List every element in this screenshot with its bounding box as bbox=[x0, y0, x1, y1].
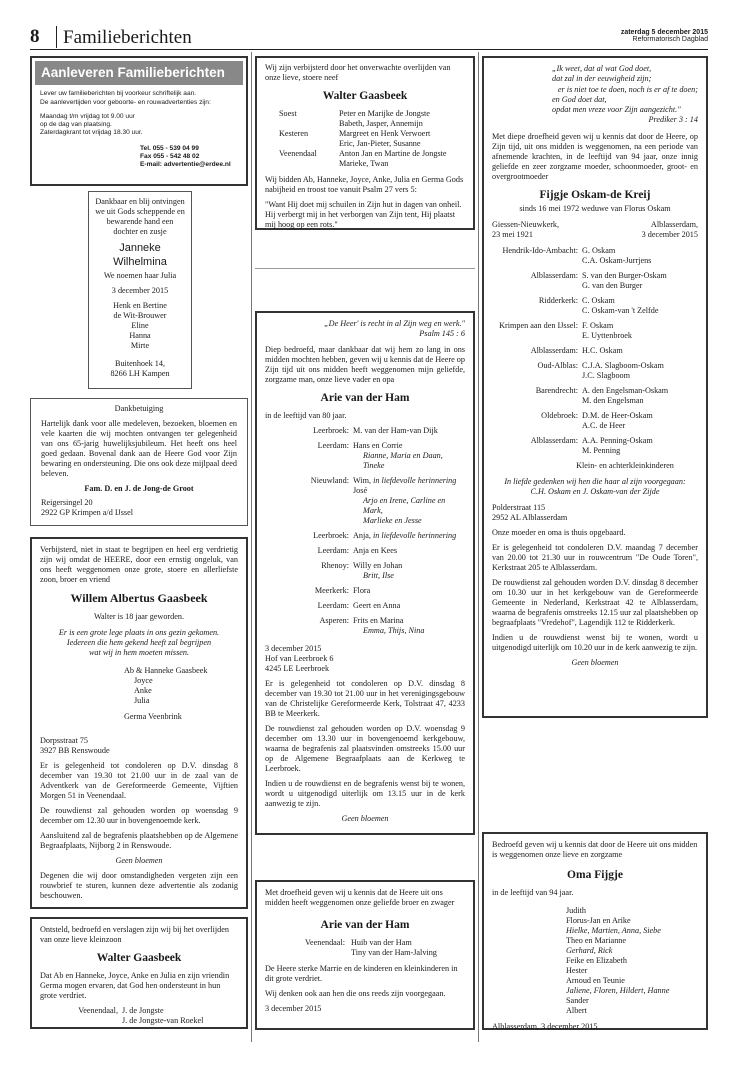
willem-quote: Er is een grote lege plaats in ons gezin gekomen. Iedereen die hem gekend heeft zal begrijpen wat wij in hem moeten missen. bbox=[58, 627, 220, 657]
arie1-service: De rouwdienst zal gehouden worden op D.V. woensdag 9 december om 13.30 uur in bovengenoemd kerkgebouw, waarna de begrafenis zal plaatsvinden omstreeks 15.00 uur op de Algemene Begraafplaats aan de Kerkweg te Leerbroek. bbox=[265, 724, 465, 774]
arie1-quote-ref: Psalm 145 : 6 bbox=[419, 329, 465, 338]
aanleveren-line: Lever uw familieberichten bij voorkeur schriftelijk aan. bbox=[40, 90, 197, 98]
fijgje-condolences: Er is gelegenheid tot condoleren D.V. maandag 7 december van 20.00 tot 21.30 uur in rouwcentrum "De Oude Toren", Kerkstraat 205 te Alblasserdam. bbox=[492, 542, 698, 572]
oma-name: Oma Fijgje bbox=[567, 869, 623, 881]
fijgje-flowers: Geen bloemen bbox=[571, 657, 619, 667]
aanleveren-line: De aanlevertijden voor geboorte- en rouwadvertenties zijn: bbox=[40, 98, 211, 106]
dank-address: Reigersingel 20 2922 GP Krimpen a/d IJssel bbox=[41, 498, 134, 517]
willem-condolences: Er is gelegenheid tot condoleren op D.V. dinsdag 8 december van 19.30 tot 21.00 uur in de zaal van de Adventkerk van de Gereformeerde Gemeente, Vijftien Morgen 51 in Veenendaal. bbox=[40, 760, 238, 800]
birth-address: Buitenhoek 14, 8266 LH Kampen bbox=[110, 358, 170, 378]
walter1-text: Wij bidden Ab, Hanneke, Joyce, Anke, Julia en Germa Gods nabijheid en troost toe vanuit Psalm 27 vers 5: bbox=[265, 175, 464, 195]
aanleveren-tel: Tel. 055 - 539 04 99 bbox=[140, 144, 199, 152]
walter1-verse: "Want Hij doet mij schuilen in Zijn hut in dagen van onheil. Hij verbergt mij in het verborgen van Zijn tent, Hij plaatst mij hoog op een rots." bbox=[265, 200, 462, 230]
oma-intro: Bedroefd geven wij u kennis dat door de Heere uit ons midden is weggenomen onze lieve en zorgzame bbox=[492, 840, 698, 859]
willem-age: Walter is 18 jaar geworden. bbox=[93, 611, 185, 621]
arie1-invite: Indien u de rouwdienst en de begrafenis wenst bij te wonen, wordt u uitgenodigd uiterlijk om 13.15 uur in de kerk aanwezig te zijn. bbox=[265, 779, 465, 809]
dank-text: Hartelijk dank voor alle medeleven, bezoeken, bloemen en vele kaarten die wij mochten ontvangen ter gelegenheid van ons 65-jarig huwelijksjubileum. Het heeft ons heel goed gedaan. Bovenal dank aan de Heere God voor Zijn bewaring en ondersteuning. Die ons ook deze mijlpaal deed beleven. bbox=[41, 419, 237, 478]
willem-address: Dorpsstraat 75 3927 BB Renswoude bbox=[40, 735, 110, 755]
fijgje-viewing: Onze moeder en oma is thuis opgebaard. bbox=[492, 527, 626, 537]
divider-line bbox=[255, 268, 475, 269]
header-date-block bbox=[621, 29, 708, 43]
dank-signature: Fam. D. en J. de Jong-de Groot bbox=[84, 484, 194, 493]
arie1-intro: Diep bedroefd, maar dankbaar dat wij hem zo lang in ons midden mochten hebben, geven wij u kennis dat de Heere op Zijn tijd uit ons midden heeft weggenomen mijn geliefde, zorgzame man, onze lieve vader en opa bbox=[265, 345, 465, 384]
arie-sibling-obituary bbox=[255, 880, 475, 1030]
birth-family: Henk en Bertine de Wit-Brouwer Eline Hanna Mirte bbox=[113, 300, 167, 350]
header-rule bbox=[30, 49, 708, 50]
arie1-quote: „De Heer' is recht in al Zijn weg en werk." bbox=[324, 319, 465, 328]
fijgje-dates: Giessen-Nieuwkerk, 23 mei 1921 Alblasserdam, 3 december 2015 bbox=[492, 219, 698, 239]
page-number: 8 bbox=[30, 26, 40, 47]
header-separator bbox=[56, 26, 57, 48]
willem-intro: Verbijsterd, niet in staat te begrijpen en heel erg verdrietig zijn wij omdat de HEERE, door een ernstig ongeluk, van ons heeft weggenomen onze grote, stoere en allerliefste zoon, broer en vriend bbox=[40, 545, 238, 584]
fijgje-since: sinds 16 mei 1972 weduwe van Florus Oskam bbox=[519, 203, 671, 213]
arie1-address: 3 december 2015 Hof van Leerbroek 6 4245 LE Leerbroek bbox=[265, 644, 334, 674]
willem-obituary bbox=[30, 537, 248, 909]
arie-family-obituary bbox=[255, 311, 475, 835]
arie2-date: 3 december 2015 bbox=[265, 1004, 322, 1014]
header-paper: Reformatorisch Dagblad bbox=[632, 36, 708, 43]
arie1-condolences: Er is gelegenheid tot condoleren op D.V. dinsdag 8 december van 19.30 tot 21.00 uur in het verenigingsgebouw van de Christelijke Gereformeerde Kerk, Tolstraat 47, 4233 BB te Meerkerk. bbox=[265, 679, 465, 719]
aanleveren-box bbox=[30, 56, 248, 186]
dankbetuiging bbox=[30, 398, 248, 526]
arie1-age: in de leeftijd van 80 jaar. bbox=[265, 411, 347, 421]
walter1-intro: Wij zijn verbijsterd door het onverwachte overlijden van onze lieve, stoere neef bbox=[265, 63, 451, 82]
walter1-family: Soest Peter en Marijke de Jongste Babeth, Jasper, Annemijn Kesteren Margreet en Henk Verwoert Eric, Jan-Pieter, Susanne Veenendaal Anton Jan en Martine de Jongste Marieke, Twan bbox=[279, 109, 447, 169]
birth-announcement bbox=[88, 191, 192, 389]
willem-family: Ab & Hanneke Gaasbeek Joyce Anke Julia Germa Veenbrink bbox=[124, 665, 208, 721]
arie2-intro: Met droefheid geven wij u kennis dat de Heere uit ons midden heeft weggenomen onze geliefde broer en zwager bbox=[265, 888, 455, 907]
column-divider bbox=[478, 52, 479, 1042]
birth-roepnaam: We noemen haar Julia bbox=[103, 270, 177, 280]
walter2-intro: Ontsteld, bedroefd en verslagen zijn wij bij het overlijden van onze lieve kleinzoon bbox=[40, 925, 229, 944]
fijgje-obituary bbox=[482, 56, 708, 718]
aanleveren-fax: Fax 055 - 542 48 02 bbox=[140, 152, 200, 160]
fijgje-family: Hendrik-Ido-Ambacht: G. Oskam C.A. Oskam-Jurrjens Alblasserdam: S. van den Burger-Oskam G. van den Burger Ridderkerk: C. Oskam C. Oskam-van 't Zelfde Krimpen aan den IJssel: F. Oskam E. Uyttenbroek Alblasserdam: H.C. Oskam Oud-Alblas: C.J.A. Slagboom-Oskam J.C. Slagboom Barendrecht: A. den Engelsman-Oskam M. den Engelsman Oldebroek: D.M. de Heer-Oskam A.C. de Heer Alblasserdam: A.A. Penning-Oskam M. Penning Klein- en achterkleinkinderen bbox=[499, 245, 674, 470]
column-divider bbox=[251, 52, 252, 1042]
oma-fijgje-obituary bbox=[482, 832, 708, 1030]
header-date: zaterdag 5 december 2015 bbox=[620, 29, 708, 36]
birth-date: 3 december 2015 bbox=[111, 285, 169, 295]
aanleveren-email[interactable]: E-mail: advertentie@erdee.nl bbox=[140, 160, 231, 168]
arie2-text1: De Heere sterke Marrie en de kinderen en kleinkinderen in dit grote verdriet. bbox=[265, 964, 458, 984]
willem-service: De rouwdienst zal gehouden worden op woensdag 9 december om 12.30 uur in bovengenoemde kerk. bbox=[40, 805, 238, 825]
oma-footer: Alblasserdam, 3 december 2015 bbox=[492, 1022, 598, 1032]
walter2-name: Walter Gaasbeek bbox=[96, 952, 182, 964]
arie2-name: Arie van der Ham bbox=[320, 919, 410, 931]
walter2-text: Dat Ab en Hanneke, Joyce, Anke en Julia en zijn vriendin Germa mogen ervaren, dat God hen ondersteunt in hun grote verdriet. bbox=[40, 971, 230, 1001]
arie1-name: Arie van der Ham bbox=[320, 392, 410, 404]
willem-flowers: Geen bloemen bbox=[115, 855, 163, 865]
dank-title: Dankbetuiging bbox=[114, 404, 164, 413]
arie1-family: Leerbroek: M. van der Ham-van Dijk Leerdam: Hans en Corrie Rianne, Maria en Daan, Tineke Nieuwland: Wim, in liefdevolle herinnering José Arjo en Irene, Carline en Mark, Marlieke en Jesse Leerbroek: Anja, in liefdevolle herinnering Leerdam: Anja en Kees Rhenoy: Willy en Johan Britt, Ilse Meerkerk: Flora Leerdam: Geert en Anna Asperen: Frits en Marina Emma, Thijs, Nina bbox=[310, 426, 457, 636]
fijgje-quote: „Ik weet, dat al wat God doet, dat zal in der eeuwigheid zijn; er is niet toe te doen, noch is er af te doen; en God doet dat, opdat men vreze voor Zijn aangezicht." Prediker 3 : 14 bbox=[552, 64, 698, 125]
aanleveren-line: Zaterdagkrant tot vrijdag 18.30 uur. bbox=[40, 128, 143, 136]
birth-name: Janneke Wilhelmina bbox=[113, 242, 167, 268]
oma-age: in de leeftijd van 94 jaar. bbox=[492, 888, 574, 898]
section-title: Familieberichten bbox=[63, 27, 192, 48]
birth-intro: Dankbaar en blij ontvingen we uit Gods scheppende en bewarende hand een dochter en zusje bbox=[95, 197, 185, 236]
fijgje-service: De rouwdienst zal gehouden worden D.V. dinsdag 8 december om 10.30 uur in het kerkgebouw van de Gereformeerde Gemeente in Nederland, Kerkstraat 42 te Alblasserdam, waarna de begrafenis omstreeks 12.15 uur zal plaatshebben op begraafplaats "Vredehof", Lagendijk 112 te Ridderkerk. bbox=[492, 577, 698, 627]
fijgje-invite: Indien u de rouwdienst wenst bij te wonen, wordt u uitgenodigd uiterlijk om 10.20 uur in de kerk aanwezig te zijn. bbox=[492, 632, 698, 652]
walter1-name: Walter Gaasbeek bbox=[322, 90, 408, 102]
arie1-flowers: Geen bloemen bbox=[341, 814, 389, 824]
walter2-signers: Veenendaal, J. de Jongste J. de Jongste-van Roekel bbox=[78, 1006, 204, 1026]
fijgje-memoriam: In liefde gedenken wij hen die haar al zijn voorgegaan: C.H. Oskam en J. Oskam-van der Zijde bbox=[504, 476, 686, 496]
arie2-signers: Veenendaal: Huib van der Ham Tiny van der Ham-Jalving bbox=[304, 938, 437, 958]
aanleveren-title: Aanleveren Familieberichten bbox=[35, 61, 243, 85]
fijgje-intro: Met diepe droefheid geven wij u kennis dat door de Heere, op Zijn tijd, uit ons midden is weggenomen, na een periode van afnemende krachten, in de leeftijd van 94 jaar, onze innig geliefde en zeer zorgzame moeder, schoonmoeder, groot- en overgrootmoeder bbox=[492, 131, 698, 181]
aanleveren-line: Maandag t/m vrijdag tot 9.00 uur bbox=[40, 112, 135, 120]
walter-grandparents-obituary bbox=[30, 917, 248, 1029]
aanleveren-line: op de dag van plaatsing. bbox=[40, 120, 112, 128]
oma-family: Judith Florus-Jan en Arike Hielke, Martien, Anna, Siebe Theo en Marianne Gerhard, Rick Feike en Elizabeth Hester Arnoud en Teunie Jaliene, Floren, Hildert, Hanne Sander Albert bbox=[566, 906, 670, 1016]
walter-cousins-obituary bbox=[255, 56, 475, 230]
willem-burial: Aansluitend zal de begrafenis plaatshebben op de Algemene Begraafplaats, Nijborg 2 in Renswoude. bbox=[40, 830, 238, 850]
willem-note: Degenen die wij door omstandigheden vergeten zijn een rouwbrief te sturen, kunnen deze advertentie als zodanig beschouwen. bbox=[40, 870, 238, 900]
fijgje-name: Fijgje Oskam-de Kreij bbox=[539, 188, 651, 201]
fijgje-address: Polderstraat 115 2952 AL Alblasserdam bbox=[492, 502, 568, 522]
arie2-text2: Wij denken ook aan hen die ons reeds zijn voorgegaan. bbox=[265, 989, 446, 999]
willem-name: Willem Albertus Gaasbeek bbox=[70, 591, 208, 605]
